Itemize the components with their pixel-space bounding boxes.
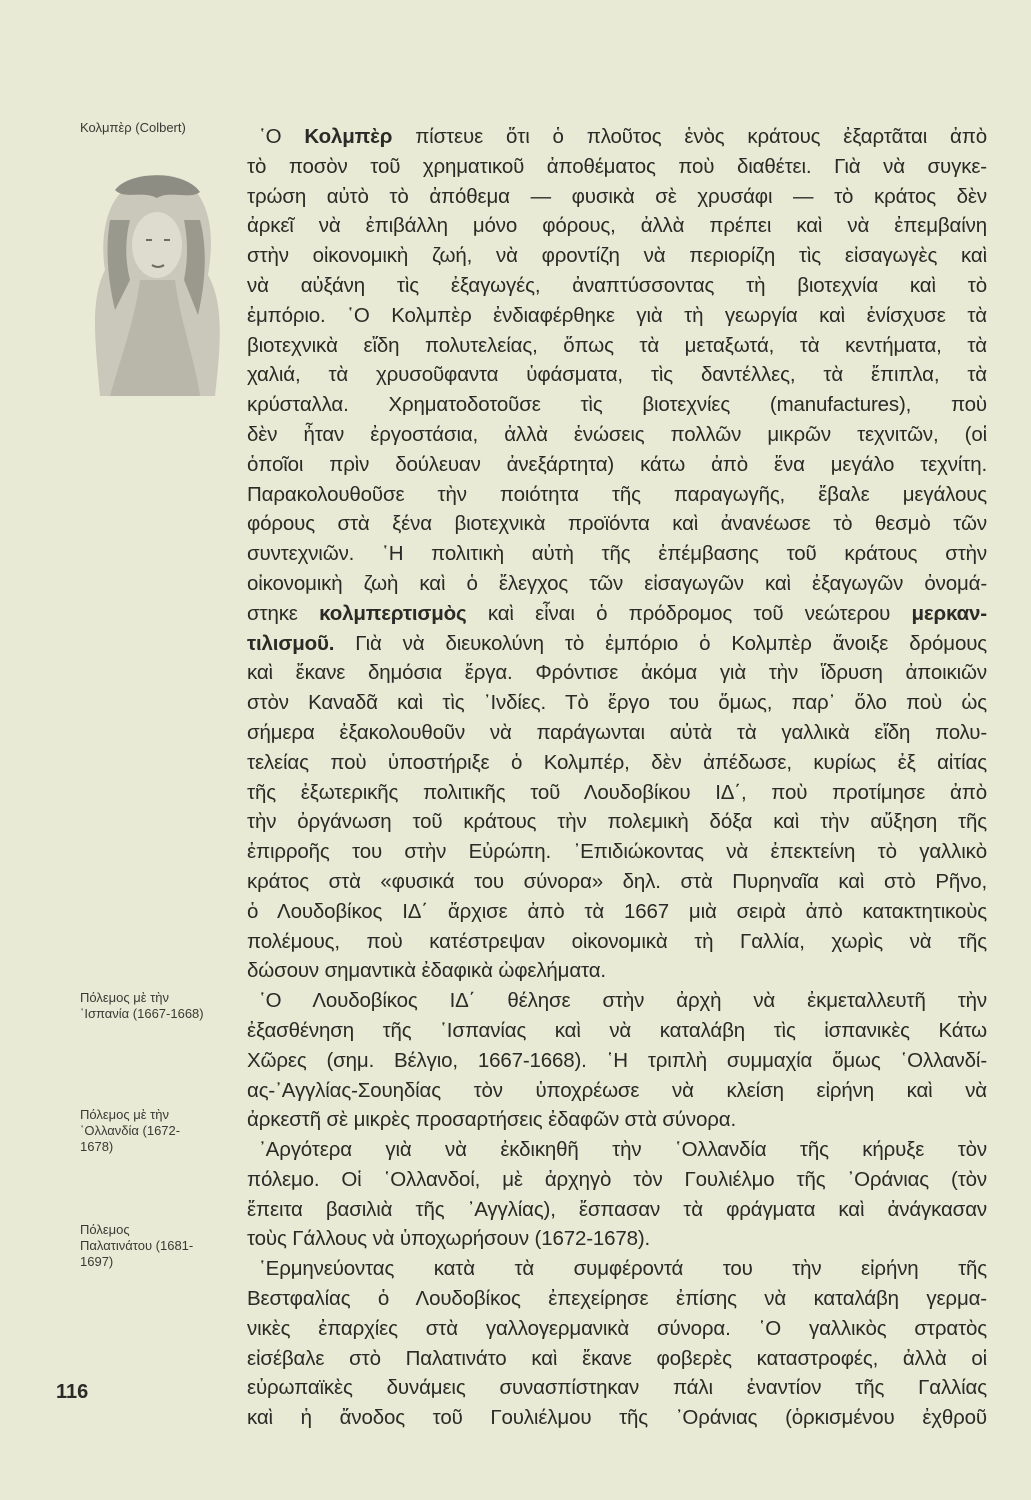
text-line <box>247 778 987 808</box>
text-segment: νικὲς ἐπαρχίες στὰ γαλλογερμανικὰ σύνορα. ῾Ο γαλλικὸς στρατὸς <box>247 1316 987 1340</box>
text-segment: δὲν ἦταν ἐργοστάσια, ἀλλὰ ἑνώσεις πολλῶν μικρῶν τεχνιτῶν, (οἱ <box>247 422 987 446</box>
text-segment: ἐξασθένηση τῆς ῾Ισπανίας καὶ νὰ καταλάβη τὶς ἱσπανικὲς Κάτω <box>247 1018 987 1042</box>
text-line <box>247 867 987 897</box>
colbert-portrait-image <box>80 160 232 396</box>
margin-note-war-holland <box>80 1107 180 1155</box>
text-line <box>247 182 987 212</box>
text-segment: ἔπειτα βασιλιὰ τῆς ᾿Αγγλίας), ἔσπασαν τὰ φράγματα καὶ ἀνάγκασαν <box>247 1197 987 1221</box>
note-line: ῾Ισπανία (1667-1668) <box>80 1006 204 1021</box>
text-line <box>247 1284 987 1314</box>
text-line <box>247 301 987 331</box>
text-segment: στὴν οἰκονομικὴ ζωή, νὰ φροντίζη νὰ περιορίζη τὶς εἰσαγωγὲς καὶ <box>247 244 987 268</box>
note-line: Παλατινάτου (1681- <box>80 1238 194 1253</box>
text-segment: τελείας ποὺ ὑποστήριξε ὁ Κολμπέρ, δὲν ἀπέδωσε, κυρίως ἐξ αἰτίας <box>247 750 987 774</box>
text-line <box>247 241 987 271</box>
text-line <box>247 1076 987 1106</box>
text-line <box>247 1195 987 1225</box>
text-line <box>247 1224 987 1254</box>
portrait-caption: Κολμπὲρ (Colbert) <box>80 120 186 135</box>
text-line <box>247 539 987 569</box>
text-segment: ᾿Αργότερα γιὰ νὰ ἐκδικηθῆ τὴν ῾Ολλανδία τῆς κήρυξε τὸν <box>259 1138 987 1162</box>
text-segment: βιοτεχνικὰ εἴδη πολυτελείας, ὅπως τὰ μεταξωτά, τὰ κεντήματα, τὰ <box>247 333 987 357</box>
text-segment: συντεχνιῶν. ῾Η πολιτικὴ αὐτὴ τῆς ἐπέμβασης τοῦ κράτους στὴν <box>247 542 987 566</box>
note-line: ῾Ολλανδία (1672- <box>80 1123 181 1138</box>
text-line <box>247 1135 987 1165</box>
margin-note-war-palatinate <box>80 1222 193 1270</box>
text-segment: τὴν ὀργάνωση τοῦ κράτους τὴν πολεμικὴ δόξα καὶ τὴν αὔξηση τῆς <box>247 810 987 834</box>
text-line <box>247 1165 987 1195</box>
text-segment: στὸν Καναδᾶ καὶ τὶς ᾿Ινδίες. Τὸ ἔργο του ὅμως, παρ᾿ ὅλο ποὺ ὡς <box>247 691 987 715</box>
note-line: 1678) <box>80 1139 114 1154</box>
text-segment: Παρακολουθοῦσε τὴν ποιότητα τῆς παραγωγῆς, ἔβαλε μεγάλους <box>247 482 987 506</box>
text-segment: τῆς ἐξωτερικῆς πολιτικῆς τοῦ Λουδοβίκου ΙΔ΄, ποὺ προτίμησε ἀπὸ <box>247 780 987 804</box>
bold-term: κολμπερτισμὸς <box>319 601 467 625</box>
text-line <box>247 1344 987 1374</box>
text-segment: ἐπιρροῆς του στὴν Εὐρώπη. ᾿Επιδιώκοντας νὰ ἐπεκτείνη τὸ γαλλικὸ <box>247 840 987 864</box>
text-segment: δώσουν σημαντικὰ ἐδαφικὰ ὠφελήματα. <box>247 959 606 983</box>
bold-term: τιλισμοῦ. <box>247 631 335 655</box>
text-line <box>247 837 987 867</box>
text-line <box>247 658 987 688</box>
text-line <box>247 271 987 301</box>
text-segment: πολέμους, ποὺ κατέστρεψαν οἰκονομικὰ τὴ Γαλλία, χωρὶς νὰ τῆς <box>247 929 987 953</box>
text-line <box>247 569 987 599</box>
text-line <box>247 986 987 1016</box>
text-line <box>247 718 987 748</box>
text-line <box>247 420 987 450</box>
text-segment: ἀρκεῖ νὰ ἐπιβάλλη μόνο φόρους, ἀλλὰ πρέπει καὶ νὰ ἐπεμβαίνη <box>247 214 987 238</box>
note-line: Πόλεμος <box>80 1222 130 1237</box>
text-line <box>247 599 987 629</box>
text-line <box>247 450 987 480</box>
text-segment: Χῶρες (σημ. Βέλγιο, 1667-1668). ῾Η τριπλὴ συμμαχία ὅμως ῾Ολλανδί- <box>247 1048 987 1072</box>
text-line <box>247 360 987 390</box>
text-segment: νὰ αὐξάνη τὶς ἐξαγωγές, ἀναπτύσσοντας τὴ βιοτεχνία καὶ τὸ <box>247 273 987 297</box>
text-segment: Βεστφαλίας ὁ Λουδοβίκος ἐπεχείρησε ἐπίσης νὰ καταλάβη γερμα- <box>247 1287 987 1311</box>
text-segment: τρώση αὐτὸ τὸ ἀπόθεμα — φυσικὰ σὲ χρυσάφι — τὸ κράτος δὲν <box>247 184 987 208</box>
margin-note-war-spain <box>80 990 204 1022</box>
text-line <box>247 1314 987 1344</box>
text-line <box>247 629 987 659</box>
text-segment: φόρους στὰ ξένα βιοτεχνικὰ προϊόντα καὶ ἀνανέωσε τὸ θεσμὸ τῶν <box>247 512 987 536</box>
page-number: 116 <box>56 1381 89 1403</box>
bold-term: Κολμπὲρ <box>304 125 393 148</box>
text-segment: πόλεμο. Οἱ ῾Ολλανδοί, μὲ ἀρχηγὸ τὸν Γουλιέλμο τῆς ᾿Οράνιας (τὸν <box>247 1167 987 1191</box>
text-line <box>247 807 987 837</box>
text-segment: σήμερα ἐξακολουθοῦν νὰ παράγωνται αὐτὰ τὰ γαλλικὰ εἴδη πολυ- <box>247 720 987 744</box>
text-segment: οἰκονομικὴ ζωὴ καὶ ὁ ἔλεγχος τῶν εἰσαγωγῶν καὶ ἐξαγωγῶν ὀνομά- <box>247 571 987 595</box>
text-line <box>247 211 987 241</box>
text-segment: κράτος στὰ «φυσικά του σύνορα» δηλ. στὰ Πυρηναῖα καὶ στὸ Ρῆνο, <box>247 869 987 893</box>
text-segment: καὶ ἡ ἄνοδος τοῦ Γουλιέλμου τῆς ᾿Οράνιας (ὁρκισμένου ἐχθροῦ <box>247 1406 987 1430</box>
text-line <box>247 331 987 361</box>
text-line <box>247 1016 987 1046</box>
text-segment: κρύσταλλα. Χρηματοδοτοῦσε τὶς βιοτεχνίες (manufactures), ποὺ <box>247 393 987 417</box>
text-line <box>247 1046 987 1076</box>
text-segment: τὸ ποσὸν τοῦ χρηματικοῦ ἀποθέματος ποὺ διαθέτει. Γιὰ νὰ συγκε- <box>247 154 987 178</box>
text-segment: πίστευε ὅτι ὁ πλοῦτος ἑνὸς κράτους ἐξαρτᾶται ἀπὸ <box>392 125 987 148</box>
text-segment: καὶ εἶναι ὁ πρόδρομος τοῦ νεώτερου <box>466 601 912 625</box>
bold-term: μερκαν- <box>911 601 987 625</box>
text-segment: ας-᾿Αγγλίας-Σουηδίας τὸν ὑποχρέωσε νὰ κλείση εἰρήνη καὶ νὰ <box>247 1078 987 1102</box>
note-line: Πόλεμος μὲ τὴν <box>80 990 170 1005</box>
note-line: 1697) <box>80 1254 114 1269</box>
text-line <box>247 927 987 957</box>
text-segment: εἰσέβαλε στὸ Παλατινάτο καὶ ἔκανε φοβερὲς καταστροφές, ἀλλὰ οἱ <box>247 1346 987 1370</box>
text-segment: ἀρκεστῆ σὲ μικρὲς προσαρτήσεις ἐδαφῶν στὰ σύνορα. <box>247 1108 737 1132</box>
text-segment: τοὺς Γάλλους νὰ ὑποχωρήσουν (1672-1678). <box>247 1227 651 1251</box>
text-line <box>247 688 987 718</box>
text-line <box>247 1254 987 1284</box>
text-segment: ὁποῖοι πρὶν δούλευαν ἀνεξάρτητα) κάτω ἀπὸ ἕνα μεγάλο τεχνίτη. <box>247 452 987 476</box>
text-segment: χαλιά, τὰ χρυσοῦφαντα ὑφάσματα, τὶς δαντέλλες, τὰ ἔπιπλα, τὰ <box>247 363 987 387</box>
text-line <box>247 1403 987 1433</box>
text-segment: ῾Ο Λουδοβίκος ΙΔ΄ θέλησε στὴν ἀρχὴ νὰ ἐκμεταλλευτῆ τὴν <box>259 989 987 1013</box>
text-line <box>247 1105 987 1135</box>
text-line <box>247 956 987 986</box>
text-line <box>247 122 987 152</box>
text-segment: εὐρωπαϊκὲς δυνάμεις συνασπίστηκαν πάλι ἐναντίον τῆς Γαλλίας <box>247 1376 987 1400</box>
text-segment: ἐμπόριο. ῾Ο Κολμπὲρ ἐνδιαφέρθηκε γιὰ τὴ γεωργία καὶ ἐνίσχυσε τὰ <box>247 303 987 327</box>
text-segment: στηκε <box>247 601 320 625</box>
text-line <box>247 480 987 510</box>
text-line <box>247 1373 987 1403</box>
text-segment: Γιὰ νὰ διευκολύνη τὸ ἐμπόριο ὁ Κολμπὲρ ἄνοιξε δρόμους <box>334 631 987 655</box>
text-line <box>247 390 987 420</box>
text-segment: ὁ Λουδοβίκος ΙΔ΄ ἄρχισε ἀπὸ τὰ 1667 μιὰ σειρὰ ἀπὸ κατακτητικοὺς <box>247 899 987 923</box>
text-segment: ῾Ο <box>259 125 305 148</box>
body-text <box>247 122 987 1433</box>
text-line <box>247 748 987 778</box>
text-segment: ῾Ερμηνεύοντας κατὰ τὰ συμφέροντά του τὴν εἰρήνη τῆς <box>259 1257 987 1281</box>
text-line <box>247 897 987 927</box>
text-segment: καὶ ἔκανε δημόσια ἔργα. Φρόντισε ἀκόμα γιὰ τὴν ἵδρυση ἀποικιῶν <box>247 661 987 685</box>
note-line: Πόλεμος μὲ τὴν <box>80 1107 170 1122</box>
text-line <box>247 152 987 182</box>
text-line <box>247 509 987 539</box>
